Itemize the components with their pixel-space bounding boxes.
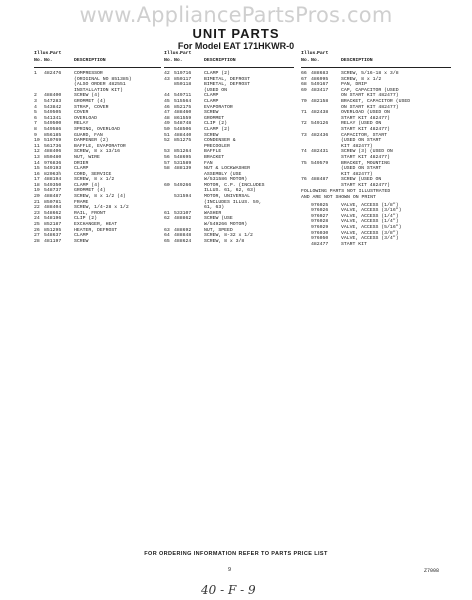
part-description: BRACKET, CAPACITOR (USED: [341, 98, 411, 104]
part-number: 548748: [174, 121, 192, 127]
part-description: SCREW, 5/16-18 x 3/8: [341, 71, 399, 76]
part-description: SCREW, 8 x 1/2 (4): [74, 194, 126, 200]
part-description: KIT 482477): [341, 143, 373, 149]
part-description: DAMPENER (2): [74, 138, 109, 144]
part-description: START KIT: [341, 241, 367, 247]
part-description: START KIT 482477): [341, 115, 390, 121]
column-header: [164, 51, 294, 68]
part-number: 541341: [44, 115, 62, 121]
illus-number: 26: [34, 227, 40, 233]
part-number: 851275: [174, 138, 192, 144]
part-description: CAP, CAPACITOR (USED: [341, 87, 399, 93]
part-description: (INCLUDES ILLUS. 59,: [204, 199, 262, 205]
header-no: No.: [34, 58, 43, 63]
part-number: 861559: [174, 115, 192, 121]
part-row: [301, 242, 451, 248]
parts-list: [164, 71, 294, 244]
part-description: W/531586 MOTOR): [204, 177, 248, 183]
illus-number: 57: [164, 160, 170, 166]
part-number: 850480: [44, 154, 62, 160]
part-number: 488440: [174, 132, 192, 138]
header-description: DESCRIPTION: [74, 58, 106, 63]
document-code: Z7008: [424, 568, 440, 574]
part-description: SPRING, OVERLOAD: [74, 126, 121, 132]
part-number: 488487: [311, 177, 329, 183]
part-number: 976025: [311, 202, 329, 208]
part-description: CAPACITOR, START: [341, 132, 388, 138]
illus-number: 75: [301, 160, 307, 166]
illus-number: 53: [164, 149, 170, 155]
part-description: GUARD, FAN: [74, 132, 103, 138]
column-header: [34, 51, 161, 68]
illus-number: 68: [301, 82, 307, 88]
parts-list: [301, 71, 451, 188]
part-number: 851264: [174, 149, 192, 155]
illus-number: 10: [34, 138, 40, 144]
illus-number: 11: [34, 143, 40, 149]
part-description: W/549266 MOTOR): [204, 222, 248, 228]
illus-number: 19: [34, 188, 40, 194]
illus-number: 24: [34, 216, 40, 222]
part-description: BIMETAL, DEFROST: [204, 76, 251, 82]
part-number: 976030: [311, 230, 329, 236]
illus-number: 42: [164, 71, 170, 76]
part-number: 488848: [174, 233, 192, 239]
illus-number: 9: [34, 132, 37, 138]
part-description: CLAMP: [204, 98, 219, 104]
part-number: 976050: [311, 236, 329, 242]
part-description: VALVE, ACCESS (3/4"): [341, 236, 399, 242]
column-header: [301, 51, 451, 68]
part-number: 82063h: [44, 171, 62, 177]
part-description: SCREW: [204, 110, 219, 116]
handwritten-note: 40 - F - 9: [201, 583, 256, 597]
part-number: 976026: [311, 208, 329, 214]
part-description: CLAMP (2): [204, 71, 230, 76]
part-description: NUT, WIRE: [74, 154, 100, 160]
part-number: 482477: [311, 241, 329, 247]
part-number: 510769: [44, 138, 62, 144]
part-number: 488683: [311, 71, 329, 76]
part-number: 549711: [174, 93, 192, 99]
illus-number: 52: [164, 138, 170, 144]
part-number: 976028: [311, 219, 329, 225]
part-number: 549167: [311, 82, 329, 88]
part-description: FAN: [204, 160, 213, 166]
part-description: WASHER: [204, 210, 222, 216]
illus-number: 14: [34, 160, 40, 166]
part-number: 488460: [174, 110, 192, 116]
illus-number: 3: [34, 98, 37, 104]
part-row: [164, 239, 294, 245]
not-illustrated-section: [301, 189, 451, 200]
part-description: OVERLOAD: [74, 115, 98, 121]
part-description: START KIT 482477): [341, 126, 390, 132]
part-description: OVERLOAD (USED ON: [341, 110, 390, 116]
header-description: DESCRIPTION: [204, 58, 236, 63]
part-description: RAIL, FRONT: [74, 210, 106, 216]
part-description: COVER: [74, 110, 89, 116]
part-description: (ALSO ORDER 482551: [74, 82, 126, 88]
part-description: VALVE, ACCESS (1/8"): [341, 202, 399, 208]
part-description: RELAY: [74, 121, 89, 127]
illus-number: 43: [164, 76, 170, 82]
part-number: 533107: [174, 210, 192, 216]
part-description: VALVE, ACCESS (5/16"): [341, 225, 402, 231]
illus-number: 65: [164, 238, 170, 244]
illus-number: 25: [34, 222, 40, 228]
part-description: SCREW (USED ON: [341, 177, 382, 183]
part-row: [34, 239, 161, 245]
part-description: EXCHANGER, HEAT: [74, 222, 118, 228]
parts-list: [34, 71, 161, 244]
illus-number: 60: [164, 182, 170, 188]
illus-number: 20: [34, 194, 40, 200]
part-description: COMPRESSOR: [74, 71, 103, 76]
part-description: ILLUS. 61, 62, 63): [204, 188, 256, 194]
illus-number: 73: [301, 132, 307, 138]
part-number: 549350: [44, 182, 62, 188]
part-number: 548637: [44, 233, 62, 239]
page-title: UNIT PARTS: [192, 26, 280, 41]
part-number: 549126: [311, 121, 329, 127]
header-part: Part: [317, 51, 329, 56]
illus-number: 23: [34, 210, 40, 216]
illus-number: 22: [34, 205, 40, 211]
part-description: BRACKET: [204, 154, 225, 160]
part-description: CLAMP: [204, 93, 219, 99]
part-description: SCREW, 8 x 3/8: [204, 238, 245, 244]
part-description: FRAME: [74, 199, 89, 205]
part-number: 850117: [174, 76, 192, 82]
part-description: ASSEMBLY (USE: [204, 171, 242, 177]
part-number: 856185: [44, 132, 62, 138]
part-description: PRECOOLER: [204, 143, 230, 149]
part-description: GROMMET: [204, 115, 225, 121]
part-description: HEATER, DEFROST: [74, 227, 118, 233]
part-number: 488624: [174, 238, 192, 244]
part-description: SCREW, 1/4-28 x 1/2: [74, 205, 129, 211]
part-number: 547283: [44, 98, 62, 104]
part-number: 482158: [311, 98, 329, 104]
header-part-no: No.: [311, 58, 320, 63]
part-number: 852175: [174, 104, 192, 110]
part-number: 548695: [174, 154, 192, 160]
part-number: 488487: [44, 194, 62, 200]
not-illustrated-list: [301, 203, 451, 248]
illus-number: 72: [301, 121, 307, 127]
part-description: ON START KIT 482477): [341, 93, 399, 99]
part-number: 549193: [44, 166, 62, 172]
part-number: 852187: [44, 222, 62, 228]
illus-number: 61: [164, 210, 170, 216]
part-description: CLAMP: [74, 233, 89, 239]
part-description: VALVE, ACCESS (1/4"): [341, 219, 399, 225]
parts-column-3: [301, 51, 451, 247]
illus-number: 28: [34, 238, 40, 244]
part-number: 531594: [174, 194, 192, 200]
part-number: 548662: [44, 210, 62, 216]
part-number: 543842: [44, 104, 62, 110]
illus-number: 76: [301, 177, 307, 183]
part-description: SCREW: [204, 132, 219, 138]
part-number: 481197: [44, 238, 62, 244]
illus-number: 44: [164, 93, 170, 99]
illus-number: 58: [164, 166, 170, 172]
header-part-no: No.: [174, 58, 183, 63]
part-number: 549586: [44, 126, 62, 132]
part-description: MOTOR, UNIVERSAL: [204, 194, 251, 200]
part-number: 486995: [311, 76, 329, 82]
part-description: ON START KIT 482477): [341, 104, 399, 110]
part-number: 488139: [174, 166, 192, 172]
illus-number: 8: [34, 126, 37, 132]
part-description: SCREW, 8-32 x 1/2: [204, 233, 253, 239]
part-number: 549266: [174, 182, 192, 188]
page-number: 9: [228, 567, 232, 573]
part-number: 531589: [174, 160, 192, 166]
part-number: 850781: [44, 199, 62, 205]
header-illus: Illus.: [301, 51, 319, 56]
part-description: STRAP, COVER: [74, 104, 109, 110]
part-number: 549505: [44, 110, 62, 116]
part-description: EVAPORATOR: [204, 104, 233, 110]
model-subtitle: For Model EAT 171HKWR-0: [177, 41, 295, 51]
illus-number: 12: [34, 149, 40, 155]
illus-number: 69: [301, 87, 307, 93]
part-description: GROMMET (4): [74, 98, 106, 104]
part-description: RELAY (USED ON: [341, 121, 382, 127]
illus-number: 21: [34, 199, 40, 205]
part-description: START KIT 482477): [341, 182, 390, 188]
part-description: CLIP (2): [204, 121, 228, 127]
ordering-footer: FOR ORDERING INFORMATION REFER TO PARTS PRICE LIST: [144, 551, 328, 557]
part-number: 976836: [44, 160, 62, 166]
part-number: 482436: [311, 132, 329, 138]
part-description: SCREW (4): [74, 93, 100, 99]
header-part-no: No.: [44, 58, 53, 63]
header-part: Part: [180, 51, 192, 56]
illus-number: 62: [164, 216, 170, 222]
part-description: VALVE, ACCESS (1/4"): [341, 213, 399, 219]
illus-number: 64: [164, 233, 170, 239]
illus-number: 66: [301, 71, 307, 76]
illus-number: 70: [301, 98, 307, 104]
part-description: MOTOR, C.P. (INCLUDES: [204, 182, 265, 188]
part-description: VALVE, ACCESS (3/16"): [341, 208, 402, 214]
header-no: No.: [301, 58, 310, 63]
part-description: SCREW (3) (USED ON: [341, 149, 393, 155]
illus-number: 27: [34, 233, 40, 239]
part-number: 851295: [44, 227, 62, 233]
part-description: (USED ON: [204, 87, 228, 93]
part-description: (USED ON START: [341, 138, 382, 144]
parts-column-1: [34, 51, 161, 244]
illus-number: 1: [34, 71, 37, 76]
illus-number: 63: [164, 227, 170, 233]
illus-number: 45: [164, 98, 170, 104]
illus-number: 50: [164, 126, 170, 132]
illus-number: 15: [34, 166, 40, 172]
part-description: BIMETAL, DEFROST: [204, 82, 251, 88]
parts-column-2: [164, 51, 294, 244]
illus-number: 16: [34, 171, 40, 177]
part-description: CLIP (2): [74, 216, 98, 222]
part-number: 482431: [311, 149, 329, 155]
part-number: 488862: [174, 216, 192, 222]
header-no: No.: [164, 58, 173, 63]
part-number: 976029: [311, 225, 329, 231]
illus-number: 46: [164, 104, 170, 110]
illus-number: 7: [34, 121, 37, 127]
part-number: 482476: [44, 71, 62, 76]
illus-number: 71: [301, 110, 307, 116]
part-description: BAFFLE: [204, 149, 222, 155]
illus-number: 4: [34, 104, 37, 110]
part-description: (ORIGINAL NO 851385): [74, 76, 132, 82]
part-description: SCREW, 8 x 13/16: [74, 149, 121, 155]
part-description: CORD, SERVICE: [74, 171, 112, 177]
illus-number: 2: [34, 93, 37, 99]
watermark: www.AppliancePartsPros.com: [79, 3, 393, 27]
part-description: PAN, DRIP: [341, 82, 367, 88]
illus-number: 48: [164, 115, 170, 121]
part-description: BRACKET, MOUNTING: [341, 160, 390, 166]
part-number: 548506: [174, 126, 192, 132]
part-description: CLAMP (4): [74, 182, 100, 188]
header-illus: Illus.: [164, 51, 182, 56]
illus-number: 18: [34, 182, 40, 188]
part-number: 488400: [44, 93, 62, 99]
part-description: BAFFLE, EVAPORATOR: [74, 143, 126, 149]
illus-number: 49: [164, 121, 170, 127]
part-number: 488406: [44, 149, 62, 155]
part-description: VALVE, ACCESS (3/8"): [341, 230, 399, 236]
part-number: 548737: [44, 188, 62, 194]
part-description: SCREW, 8 x 1/2: [341, 76, 382, 82]
part-description: (USED ON START: [341, 166, 382, 172]
part-description: NUT, SPEED: [204, 227, 233, 233]
notes-subheading: AND ARE NOT SHOWN ON PRINT: [301, 195, 376, 201]
part-number: 482438: [311, 110, 329, 116]
part-description: CLAMP (2): [204, 126, 230, 132]
part-number: 976027: [311, 213, 329, 219]
part-number: 483417: [311, 87, 329, 93]
part-description: CLAMP: [74, 166, 89, 172]
part-number: 515564: [174, 98, 192, 104]
header-part: Part: [50, 51, 62, 56]
header-illus: Illus.: [34, 51, 52, 56]
part-description: START KIT 482477): [341, 154, 390, 160]
part-description: INSTALLATION KIT): [74, 87, 123, 93]
illus-number: 74: [301, 149, 307, 155]
part-number: 850118: [174, 82, 192, 88]
part-description: SCREW: [74, 238, 89, 244]
part-number: 519716: [174, 71, 192, 76]
notes-heading: FOLLOWING PARTS NOT ILLUSTRATED: [301, 189, 391, 195]
part-number: 561736: [44, 143, 62, 149]
illus-number: 51: [164, 132, 170, 138]
part-description: GROMMET (4): [74, 188, 106, 194]
part-number: 488692: [174, 227, 192, 233]
illus-number: 47: [164, 110, 170, 116]
illus-number: 67: [301, 76, 307, 82]
part-description: DRIER: [74, 160, 89, 166]
part-description: NUT & LOCKWASHER: [204, 166, 251, 172]
part-description: CONDENSER &: [204, 138, 236, 144]
part-row: [301, 183, 451, 189]
part-description: SCREW (USE: [204, 216, 233, 222]
illus-number: 56: [164, 154, 170, 160]
part-number: 488404: [44, 205, 62, 211]
illus-number: 13: [34, 154, 40, 160]
header-description: DESCRIPTION: [341, 58, 373, 63]
illus-number: 6: [34, 115, 37, 121]
part-description: 61, 63): [204, 205, 225, 211]
part-number: 549500: [44, 121, 62, 127]
part-description: SCREW, 8 x 1/2: [74, 177, 115, 183]
part-number: 549579: [311, 160, 329, 166]
part-description: KIT 482477): [341, 171, 373, 177]
illus-number: 5: [34, 110, 37, 116]
part-number: 488194: [44, 177, 62, 183]
part-number: 548196: [44, 216, 62, 222]
illus-number: 17: [34, 177, 40, 183]
